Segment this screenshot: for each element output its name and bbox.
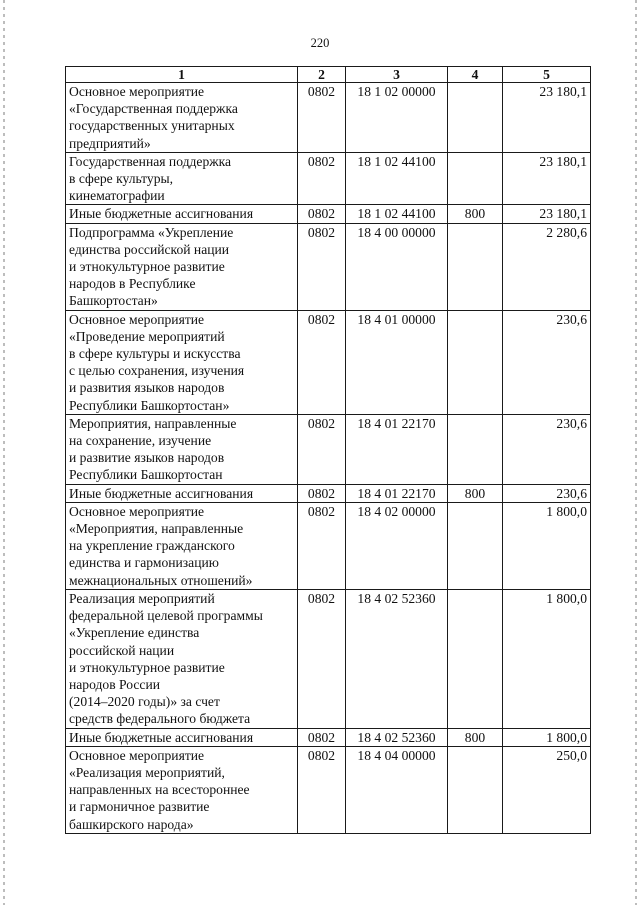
- row-section-code: 0802: [298, 152, 346, 205]
- table-header: [66, 67, 591, 83]
- table-row: [66, 484, 591, 502]
- row-target-article: 18 1 02 44100: [346, 152, 448, 205]
- row-name: Реализация мероприятий федеральной целевой программы «Укрепление единства российской нации и этнокультурное развитие народов России (2014–2020 годы)» за счет средств федерального бюджета: [66, 589, 298, 728]
- row-target-article: 18 4 01 22170: [346, 484, 448, 502]
- row-section-code: 0802: [298, 310, 346, 414]
- row-amount: 1 800,0: [503, 589, 591, 728]
- row-amount: 1 800,0: [503, 728, 591, 746]
- row-section-code: 0802: [298, 589, 346, 728]
- row-name: Основное мероприятие «Государственная поддержка государственных унитарных предприятий»: [66, 83, 298, 153]
- row-expense-type: [448, 502, 503, 589]
- row-amount: 23 180,1: [503, 152, 591, 205]
- header-col-1: 1: [66, 67, 298, 83]
- row-name: Мероприятия, направленные на сохранение, изучение и развитие языков народов Республики Башкортостан: [66, 414, 298, 484]
- row-amount: 23 180,1: [503, 83, 591, 153]
- row-target-article: 18 4 01 22170: [346, 414, 448, 484]
- page-number: 220: [310, 36, 330, 50]
- row-name: Основное мероприятие «Мероприятия, направленные на укрепление гражданского единства и гармонизацию межнациональных отношений»: [66, 502, 298, 589]
- table-row: [66, 205, 591, 223]
- row-name: Государственная поддержка в сфере культуры, кинематографии: [66, 152, 298, 205]
- row-name: Основное мероприятие «Проведение мероприятий в сфере культуры и искусства с целью сохранения, изучения и развития языков народов Республики Башкортостан»: [66, 310, 298, 414]
- row-target-article: 18 1 02 00000: [346, 83, 448, 153]
- row-amount: 230,6: [503, 414, 591, 484]
- table-row: [66, 152, 591, 205]
- row-target-article: 18 4 04 00000: [346, 746, 448, 833]
- table-row: [66, 223, 591, 310]
- row-target-article: 18 1 02 44100: [346, 205, 448, 223]
- header-row: [66, 67, 591, 83]
- row-expense-type: [448, 310, 503, 414]
- table-body: [66, 83, 591, 834]
- table-row: [66, 728, 591, 746]
- row-target-article: 18 4 02 00000: [346, 502, 448, 589]
- page-edge-left: [3, 0, 5, 905]
- budget-table: [65, 66, 591, 834]
- row-expense-type: 800: [448, 205, 503, 223]
- table-row: [66, 589, 591, 728]
- page-edge-right: [635, 0, 637, 905]
- row-expense-type: [448, 746, 503, 833]
- header-col-2: 2: [298, 67, 346, 83]
- table-row: [66, 502, 591, 589]
- row-expense-type: 800: [448, 728, 503, 746]
- row-name: Иные бюджетные ассигнования: [66, 205, 298, 223]
- header-col-4: 4: [448, 67, 503, 83]
- row-expense-type: [448, 589, 503, 728]
- row-section-code: 0802: [298, 414, 346, 484]
- row-target-article: 18 4 02 52360: [346, 589, 448, 728]
- header-col-3: 3: [346, 67, 448, 83]
- row-section-code: 0802: [298, 728, 346, 746]
- row-amount: 1 800,0: [503, 502, 591, 589]
- row-section-code: 0802: [298, 83, 346, 153]
- row-name: Иные бюджетные ассигнования: [66, 728, 298, 746]
- table-row: [66, 414, 591, 484]
- row-section-code: 0802: [298, 502, 346, 589]
- row-expense-type: 800: [448, 484, 503, 502]
- row-target-article: 18 4 00 00000: [346, 223, 448, 310]
- table-row: [66, 746, 591, 833]
- row-target-article: 18 4 02 52360: [346, 728, 448, 746]
- row-target-article: 18 4 01 00000: [346, 310, 448, 414]
- row-section-code: 0802: [298, 746, 346, 833]
- row-name: Основное мероприятие «Реализация мероприятий, направленных на всестороннее и гармоничное развитие башкирского народа»: [66, 746, 298, 833]
- table-row: [66, 83, 591, 153]
- row-expense-type: [448, 414, 503, 484]
- table-row: [66, 310, 591, 414]
- row-amount: 250,0: [503, 746, 591, 833]
- row-expense-type: [448, 83, 503, 153]
- row-amount: 2 280,6: [503, 223, 591, 310]
- row-amount: 230,6: [503, 484, 591, 502]
- row-name: Иные бюджетные ассигнования: [66, 484, 298, 502]
- row-expense-type: [448, 152, 503, 205]
- row-section-code: 0802: [298, 484, 346, 502]
- row-expense-type: [448, 223, 503, 310]
- row-section-code: 0802: [298, 205, 346, 223]
- row-name: Подпрограмма «Укрепление единства российской нации и этнокультурное развитие народов в Республике Башкортостан»: [66, 223, 298, 310]
- header-col-5: 5: [503, 67, 591, 83]
- row-amount: 230,6: [503, 310, 591, 414]
- row-amount: 23 180,1: [503, 205, 591, 223]
- row-section-code: 0802: [298, 223, 346, 310]
